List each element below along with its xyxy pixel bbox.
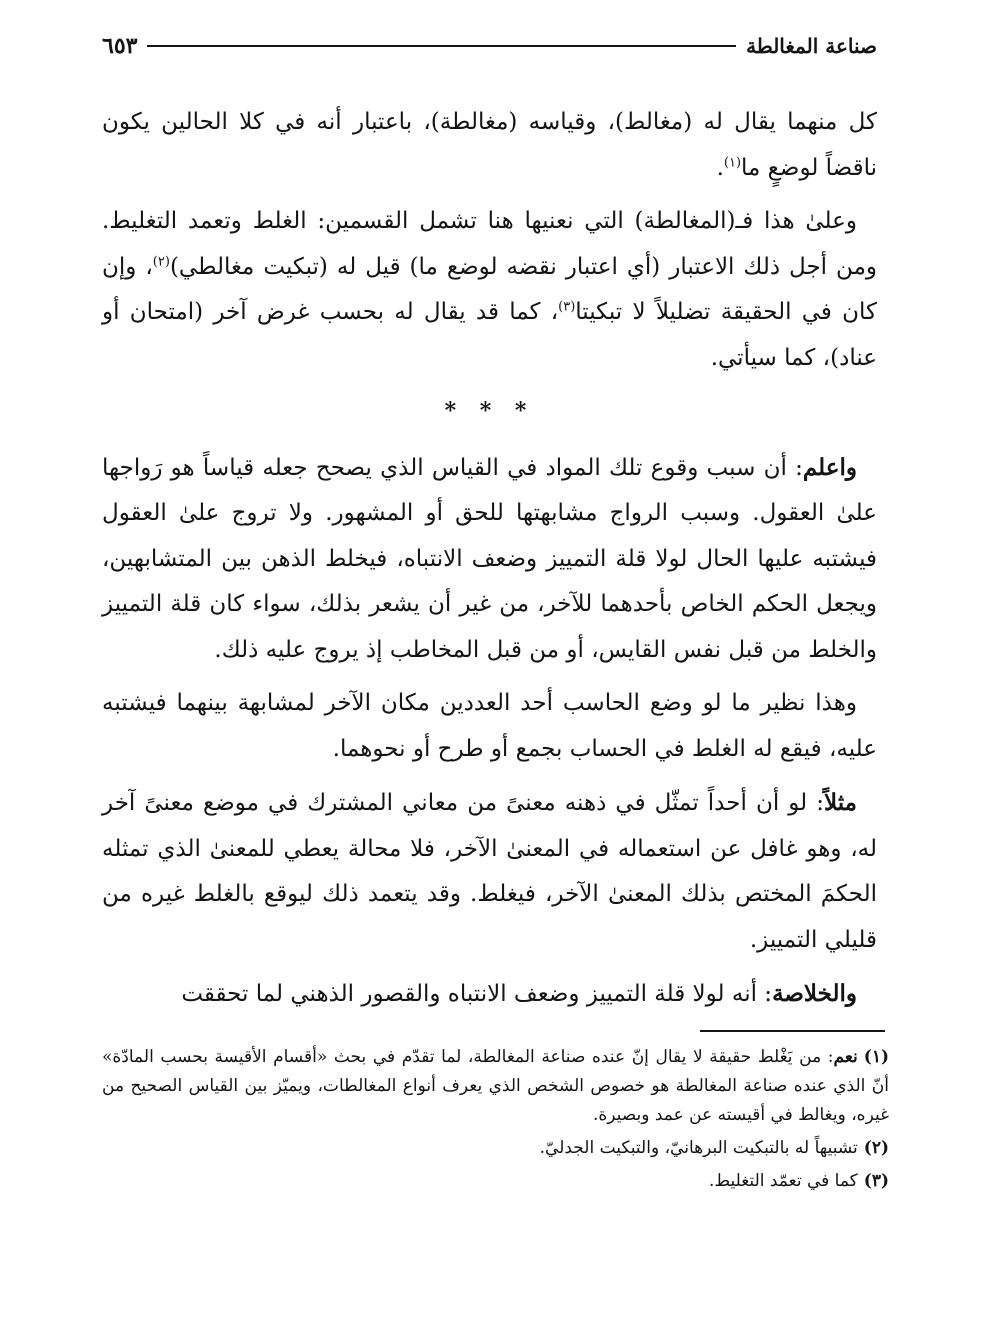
footnote-2-number: (٢) <box>863 1138 889 1158</box>
main-text <box>102 100 877 1026</box>
paragraph-2-text-b: ، وإن كان في الحقيقة تضليلاً لا تبكيتا <box>102 253 878 325</box>
footnote-3-number: (٣) <box>863 1171 889 1191</box>
footnote-1-text: : من يَغْلط حقيقة لا يقال إنّ عنده صناعة المغالطة، لما تقدّم في بحث «أقسام الأقيسة بحسب المادّة» أنّ الذي عنده صناعة المغالطة هو خصوص الشخص الذي يعرف أنواع المغالطات، ويميّز بين القياس الصحيح من غيره، ويغالط في أقيسته عن عمد وبصيرة. <box>102 1047 889 1125</box>
footnote-2 <box>102 1134 889 1163</box>
footnote-3 <box>102 1167 889 1196</box>
section-separator: * * * <box>444 398 535 424</box>
footnote-1-number: (١) <box>863 1047 889 1067</box>
footnote-3-text: كما في تعمّد التغليط. <box>708 1171 858 1191</box>
footnote-2-text: تشبيهاً له بالتبكيت البرهانيّ، والتبكيت الجدليّ. <box>539 1138 858 1158</box>
paragraph-4 <box>102 681 877 772</box>
paragraph-2-text-c: ، كما قد يقال له بحسب غرض آخر (امتحان أو عناد)، كما سيأتي. <box>102 299 877 371</box>
paragraph-5 <box>102 780 877 963</box>
paragraph-6 <box>102 971 877 1018</box>
paragraph-3-lead: واعلم <box>802 453 857 481</box>
running-header <box>102 28 877 64</box>
paragraph-2-text-a: وعلىٰ هذا فـ(المغالطة) التي نعنيها هنا تشمل القسمين: الغلط وتعمد التغليط. ومن أجل ذلك الاعتبار (أي اعتبار نقضه لوضع ما) قيل له (تبكيت مغالطي) <box>102 208 877 280</box>
header-rule <box>147 45 736 47</box>
paragraph-2 <box>102 199 877 381</box>
footnote-ref-2[interactable]: (٢) <box>152 253 170 269</box>
paragraph-3-text: : أن سبب وقوع تلك المواد في القياس الذي يصحح جعله قياساً هو رَواجها علىٰ العقول. وسبب الرواج مشابهتها للحق أو المشهور. ولا تروج علىٰ العقول فيشتبه عليها الحال لولا قلة التمييز وضعف الانتباه، فيخلط الذهن بين المتشابهين، ويجعل الحكم الخاص بأحدهما للآخر، من غير أن يشعر بذلك، سواء كان قلة التمييز والخلط من قبل نفس القايس، أو من قبل المخاطب إذ يروج عليه ذلك. <box>102 454 877 663</box>
paragraph-5-text: : لو أن أحداً تمثّل في ذهنه معنىً من معاني المشترك في موضع معنىً آخر له، وهو غافل عن استعماله في المعنىٰ الآخر، فلا محالة يعطي للمعنىٰ الذي تمثله الحكمَ المختص بذلك المعنىٰ الآخر، فيغلط. وقد يتعمد ذلك ليوقع بالغلط غيره من قليلي التمييز. <box>102 790 877 953</box>
paragraph-1-end: . <box>716 154 724 181</box>
paragraph-6-lead: والخلاصة <box>772 980 857 1007</box>
paragraph-1-text: كل منهما يقال له (مغالط)، وقياسه (مغالطة)، باعتبار أنه في كلا الحالين يكون ناقضاً لوضعٍ ما <box>102 109 877 181</box>
page-number: ٦٥٣ <box>102 33 138 59</box>
paragraph-6-text: : أنه لولا قلة التمييز وضعف الانتباه والقصور الذهني لما تحققت <box>181 981 773 1007</box>
footnote-1-term: نعم <box>833 1047 858 1067</box>
footnote-1 <box>102 1043 889 1130</box>
paragraph-4-text: وهذا نظير ما لو وضع الحاسب أحد العددين مكان الآخر لمشابهة بينهما فيشتبه عليه، فيقع له الغلط في الحساب بجمع أو طرح أو نحوهما. <box>102 690 877 762</box>
footnote-ref-3[interactable]: (٣) <box>558 299 576 315</box>
footnotes <box>102 1043 889 1200</box>
footnote-ref-1[interactable]: (١) <box>723 154 742 170</box>
running-title: صناعة المغالطة <box>746 34 877 58</box>
paragraph-5-lead: مثلاً <box>824 789 857 816</box>
paragraph-3 <box>102 445 877 674</box>
footnote-rule <box>700 1030 885 1032</box>
paragraph-1 <box>102 100 877 191</box>
